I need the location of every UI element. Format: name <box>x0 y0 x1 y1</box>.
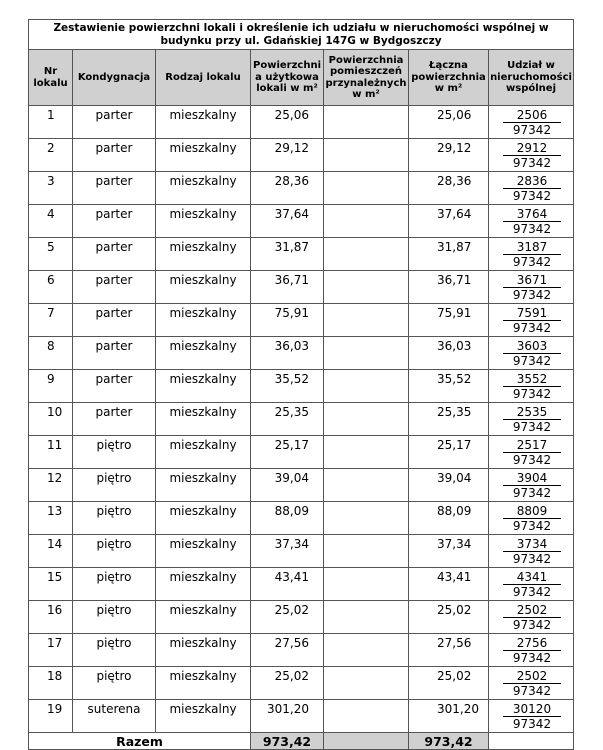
cell-udzial <box>489 502 574 535</box>
cell-laczna: 27,56 <box>409 634 489 667</box>
cell-kondygnacja: parter <box>73 106 156 139</box>
udzial-denominator: 97342 <box>512 123 552 137</box>
udzial-numerator: 7591 <box>503 304 561 321</box>
cell-kondygnacja: parter <box>73 403 156 436</box>
cell-rodzaj: mieszkalny <box>156 205 251 238</box>
cell-rodzaj: mieszkalny <box>156 172 251 205</box>
cell-uzytkowa: 37,64 <box>251 205 324 238</box>
udzial-denominator: 97342 <box>512 354 552 368</box>
cell-kondygnacja: piętro <box>73 667 156 700</box>
cell-udzial <box>489 436 574 469</box>
header-kondygnacja: Kondygnacja <box>73 50 156 106</box>
udzial-denominator: 97342 <box>512 420 552 434</box>
udzial-numerator: 3904 <box>503 469 561 486</box>
cell-laczna: 37,64 <box>409 205 489 238</box>
cell-przynalezne <box>324 436 409 469</box>
cell-laczna: 43,41 <box>409 568 489 601</box>
cell-uzytkowa: 27,56 <box>251 634 324 667</box>
cell-rodzaj: mieszkalny <box>156 436 251 469</box>
cell-kondygnacja: parter <box>73 304 156 337</box>
cell-rodzaj: mieszkalny <box>156 106 251 139</box>
table-row <box>29 172 574 205</box>
table-row <box>29 700 574 733</box>
table-row <box>29 304 574 337</box>
udzial-numerator: 3734 <box>503 535 561 552</box>
cell-uzytkowa: 31,87 <box>251 238 324 271</box>
udzial-denominator: 97342 <box>512 156 552 170</box>
table-row <box>29 436 574 469</box>
udzial-denominator: 97342 <box>512 453 552 467</box>
cell-nr: 1 <box>29 106 73 139</box>
table-row <box>29 469 574 502</box>
table-row <box>29 634 574 667</box>
table-row <box>29 238 574 271</box>
table-row <box>29 370 574 403</box>
udzial-numerator: 2502 <box>503 667 561 684</box>
cell-kondygnacja: parter <box>73 370 156 403</box>
cell-rodzaj: mieszkalny <box>156 403 251 436</box>
cell-uzytkowa: 43,41 <box>251 568 324 601</box>
cell-przynalezne <box>324 403 409 436</box>
cell-laczna: 37,34 <box>409 535 489 568</box>
cell-udzial <box>489 139 574 172</box>
udzial-denominator: 97342 <box>512 717 552 731</box>
udzial-denominator: 97342 <box>512 288 552 302</box>
cell-uzytkowa: 36,03 <box>251 337 324 370</box>
cell-kondygnacja: parter <box>73 271 156 304</box>
table-row <box>29 568 574 601</box>
cell-laczna: 31,87 <box>409 238 489 271</box>
cell-nr: 7 <box>29 304 73 337</box>
cell-kondygnacja: piętro <box>73 568 156 601</box>
cell-udzial <box>489 271 574 304</box>
cell-udzial <box>489 403 574 436</box>
cell-udzial <box>489 634 574 667</box>
udzial-denominator: 97342 <box>512 321 552 335</box>
cell-laczna: 35,52 <box>409 370 489 403</box>
cell-przynalezne <box>324 337 409 370</box>
cell-laczna: 36,03 <box>409 337 489 370</box>
cell-rodzaj: mieszkalny <box>156 370 251 403</box>
table-row <box>29 139 574 172</box>
cell-laczna: 88,09 <box>409 502 489 535</box>
udzial-numerator: 2756 <box>503 634 561 651</box>
cell-udzial <box>489 238 574 271</box>
cell-laczna: 25,02 <box>409 667 489 700</box>
cell-nr: 11 <box>29 436 73 469</box>
cell-kondygnacja: parter <box>73 205 156 238</box>
cell-uzytkowa: 36,71 <box>251 271 324 304</box>
cell-udzial <box>489 568 574 601</box>
cell-uzytkowa: 25,17 <box>251 436 324 469</box>
cell-przynalezne <box>324 502 409 535</box>
cell-rodzaj: mieszkalny <box>156 238 251 271</box>
udzial-numerator: 2535 <box>503 403 561 420</box>
cell-udzial <box>489 370 574 403</box>
udzial-numerator: 2912 <box>503 139 561 156</box>
cell-nr: 16 <box>29 601 73 634</box>
cell-kondygnacja: piętro <box>73 436 156 469</box>
cell-rodzaj: mieszkalny <box>156 634 251 667</box>
cell-rodzaj: mieszkalny <box>156 568 251 601</box>
udzial-denominator: 97342 <box>512 519 552 533</box>
cell-rodzaj: mieszkalny <box>156 667 251 700</box>
header-laczna: Łączna powierzchnia w m² <box>409 50 489 106</box>
udzial-numerator: 3552 <box>503 370 561 387</box>
cell-przynalezne <box>324 238 409 271</box>
udzial-denominator: 97342 <box>512 222 552 236</box>
cell-uzytkowa: 25,35 <box>251 403 324 436</box>
udzial-numerator: 2502 <box>503 601 561 618</box>
title-line-1: Zestawienie powierzchni lokali i określenie ich udziału w nieruchomości wspólnej w <box>53 21 549 34</box>
cell-przynalezne <box>324 106 409 139</box>
cell-udzial <box>489 304 574 337</box>
udzial-numerator: 30120 <box>503 700 561 717</box>
cell-przynalezne <box>324 601 409 634</box>
cell-kondygnacja: parter <box>73 337 156 370</box>
udzial-numerator: 2836 <box>503 172 561 189</box>
cell-przynalezne <box>324 370 409 403</box>
cell-kondygnacja: parter <box>73 139 156 172</box>
header-uzytkowa: Powierzchni a użytkowa lokali w m² <box>251 50 324 106</box>
table-row <box>29 271 574 304</box>
total-uzytkowa: 973,42 <box>251 733 324 750</box>
udzial-numerator: 3764 <box>503 205 561 222</box>
cell-nr: 12 <box>29 469 73 502</box>
cell-kondygnacja: parter <box>73 172 156 205</box>
cell-nr: 9 <box>29 370 73 403</box>
area-summary-table <box>28 19 574 750</box>
table-row <box>29 337 574 370</box>
table-row <box>29 667 574 700</box>
total-udzial-empty <box>489 733 574 750</box>
cell-nr: 13 <box>29 502 73 535</box>
cell-laczna: 28,36 <box>409 172 489 205</box>
cell-nr: 4 <box>29 205 73 238</box>
cell-przynalezne <box>324 304 409 337</box>
udzial-denominator: 97342 <box>512 387 552 401</box>
cell-nr: 5 <box>29 238 73 271</box>
cell-uzytkowa: 39,04 <box>251 469 324 502</box>
udzial-numerator: 3187 <box>503 238 561 255</box>
cell-nr: 2 <box>29 139 73 172</box>
table-row <box>29 403 574 436</box>
cell-laczna: 25,06 <box>409 106 489 139</box>
cell-udzial <box>489 535 574 568</box>
cell-rodzaj: mieszkalny <box>156 271 251 304</box>
cell-rodzaj: mieszkalny <box>156 535 251 568</box>
table-row <box>29 205 574 238</box>
cell-kondygnacja: suterena <box>73 700 156 733</box>
cell-uzytkowa: 25,06 <box>251 106 324 139</box>
udzial-numerator: 8809 <box>503 502 561 519</box>
cell-uzytkowa: 37,34 <box>251 535 324 568</box>
cell-przynalezne <box>324 469 409 502</box>
udzial-denominator: 97342 <box>512 585 552 599</box>
cell-laczna: 75,91 <box>409 304 489 337</box>
udzial-denominator: 97342 <box>512 618 552 632</box>
cell-laczna: 39,04 <box>409 469 489 502</box>
total-label: Razem <box>29 733 251 750</box>
cell-udzial <box>489 700 574 733</box>
cell-laczna: 25,02 <box>409 601 489 634</box>
total-laczna: 973,42 <box>409 733 489 750</box>
cell-rodzaj: mieszkalny <box>156 601 251 634</box>
cell-laczna: 25,17 <box>409 436 489 469</box>
udzial-numerator: 3671 <box>503 271 561 288</box>
cell-przynalezne <box>324 535 409 568</box>
cell-nr: 6 <box>29 271 73 304</box>
udzial-numerator: 2517 <box>503 436 561 453</box>
table-row <box>29 106 574 139</box>
cell-kondygnacja: piętro <box>73 634 156 667</box>
cell-kondygnacja: piętro <box>73 502 156 535</box>
udzial-denominator: 97342 <box>512 552 552 566</box>
cell-udzial <box>489 106 574 139</box>
cell-laczna: 301,20 <box>409 700 489 733</box>
cell-udzial <box>489 601 574 634</box>
cell-nr: 8 <box>29 337 73 370</box>
cell-nr: 14 <box>29 535 73 568</box>
cell-przynalezne <box>324 667 409 700</box>
cell-rodzaj: mieszkalny <box>156 139 251 172</box>
cell-udzial <box>489 667 574 700</box>
title-line-2: budynku przy ul. Gdańskiej 147G w Bydgoszczy <box>160 34 442 47</box>
cell-kondygnacja: piętro <box>73 601 156 634</box>
cell-przynalezne <box>324 172 409 205</box>
cell-udzial <box>489 172 574 205</box>
cell-przynalezne <box>324 568 409 601</box>
cell-przynalezne <box>324 139 409 172</box>
table-title <box>29 20 574 50</box>
cell-przynalezne <box>324 271 409 304</box>
udzial-denominator: 97342 <box>512 684 552 698</box>
cell-przynalezne <box>324 634 409 667</box>
cell-kondygnacja: piętro <box>73 535 156 568</box>
cell-udzial <box>489 205 574 238</box>
table-row <box>29 535 574 568</box>
cell-przynalezne <box>324 700 409 733</box>
cell-nr: 17 <box>29 634 73 667</box>
udzial-numerator: 2506 <box>503 106 561 123</box>
udzial-numerator: 4341 <box>503 568 561 585</box>
cell-uzytkowa: 88,09 <box>251 502 324 535</box>
cell-nr: 18 <box>29 667 73 700</box>
cell-udzial <box>489 337 574 370</box>
cell-uzytkowa: 75,91 <box>251 304 324 337</box>
header-udzial: Udział w nieruchomości wspólnej <box>489 50 574 106</box>
cell-uzytkowa: 25,02 <box>251 667 324 700</box>
header-nr: Nr lokalu <box>29 50 73 106</box>
cell-nr: 10 <box>29 403 73 436</box>
udzial-denominator: 97342 <box>512 189 552 203</box>
udzial-denominator: 97342 <box>512 486 552 500</box>
table-row <box>29 502 574 535</box>
cell-udzial <box>489 469 574 502</box>
cell-laczna: 29,12 <box>409 139 489 172</box>
cell-rodzaj: mieszkalny <box>156 700 251 733</box>
cell-rodzaj: mieszkalny <box>156 502 251 535</box>
cell-przynalezne <box>324 205 409 238</box>
table-row <box>29 601 574 634</box>
cell-rodzaj: mieszkalny <box>156 469 251 502</box>
cell-rodzaj: mieszkalny <box>156 304 251 337</box>
udzial-denominator: 97342 <box>512 255 552 269</box>
udzial-denominator: 97342 <box>512 651 552 665</box>
total-row <box>29 733 574 750</box>
cell-uzytkowa: 35,52 <box>251 370 324 403</box>
total-przynalezne-empty <box>324 733 409 750</box>
cell-uzytkowa: 28,36 <box>251 172 324 205</box>
header-rodzaj: Rodzaj lokalu <box>156 50 251 106</box>
cell-nr: 15 <box>29 568 73 601</box>
cell-kondygnacja: piętro <box>73 469 156 502</box>
cell-laczna: 25,35 <box>409 403 489 436</box>
udzial-numerator: 3603 <box>503 337 561 354</box>
cell-uzytkowa: 25,02 <box>251 601 324 634</box>
cell-uzytkowa: 301,20 <box>251 700 324 733</box>
cell-nr: 19 <box>29 700 73 733</box>
header-przynalezne: Powierzchnia pomieszczeń przynależnych w m² <box>324 50 409 106</box>
cell-rodzaj: mieszkalny <box>156 337 251 370</box>
cell-laczna: 36,71 <box>409 271 489 304</box>
cell-uzytkowa: 29,12 <box>251 139 324 172</box>
table-body <box>29 106 574 733</box>
cell-kondygnacja: parter <box>73 238 156 271</box>
cell-nr: 3 <box>29 172 73 205</box>
